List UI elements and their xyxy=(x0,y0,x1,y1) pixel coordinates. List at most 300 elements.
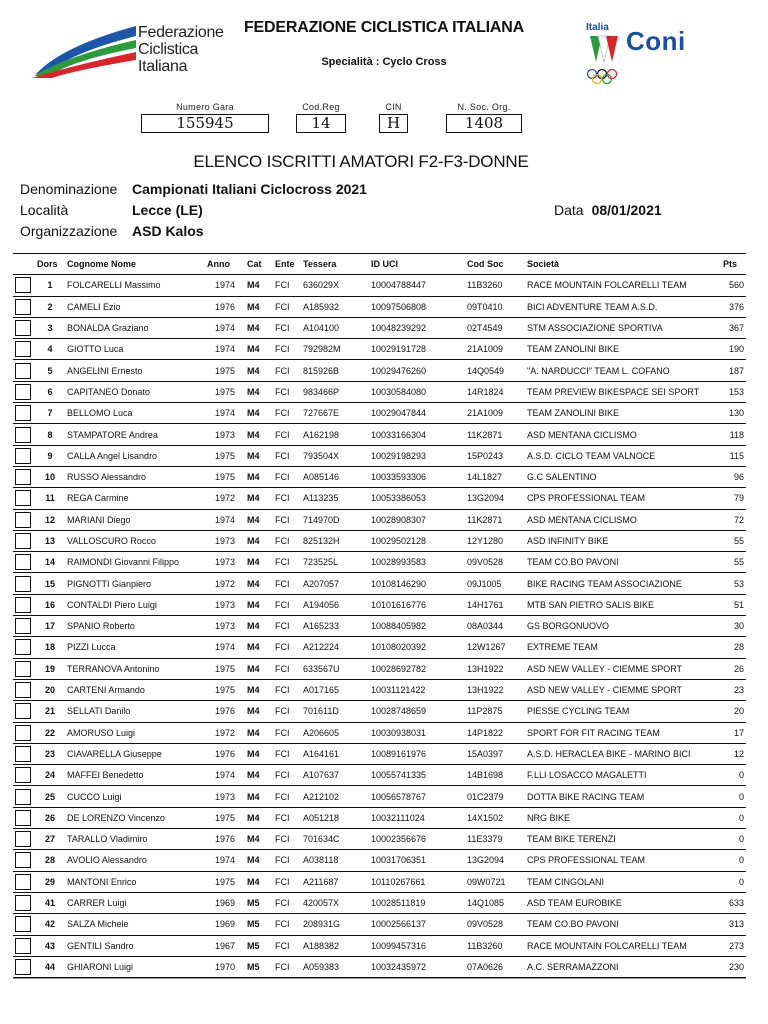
row-pts: 28 xyxy=(721,637,746,658)
row-checkbox[interactable] xyxy=(15,490,31,506)
row-dors: 26 xyxy=(35,807,65,828)
row-uci: 10056578767 xyxy=(369,786,465,807)
n-soc-org-value: 1408 xyxy=(446,114,522,133)
row-anno: 1972 xyxy=(205,488,245,509)
row-anno: 1969 xyxy=(205,892,245,913)
coni-logo-italia: Italia xyxy=(586,22,609,33)
row-checkbox[interactable] xyxy=(15,725,31,741)
row-check-cell xyxy=(13,466,35,487)
row-societa: ASD NEW VALLEY - CIEMME SPORT xyxy=(525,679,721,700)
row-anno: 1972 xyxy=(205,573,245,594)
row-societa: A.S.D. HERACLEA BIKE - MARINO BICI xyxy=(525,743,721,764)
table-row xyxy=(13,892,746,913)
row-ente: FCI xyxy=(273,339,301,360)
row-nome: MAFFEI Benedetto xyxy=(65,765,205,786)
row-dors: 14 xyxy=(35,552,65,573)
row-pts: 0 xyxy=(721,807,746,828)
specialita-label: Specialità : Cyclo Cross xyxy=(321,56,447,68)
row-nome: SALZA Michele xyxy=(65,914,205,935)
row-checkbox[interactable] xyxy=(15,895,31,911)
row-tessera: 636029X xyxy=(301,275,369,296)
row-cat: M4 xyxy=(245,466,273,487)
row-check-cell xyxy=(13,509,35,530)
row-codsoc: 14P1822 xyxy=(465,722,525,743)
row-societa: RACE MOUNTAIN FOLCARELLI TEAM xyxy=(525,275,721,296)
row-tessera: 815926B xyxy=(301,360,369,381)
row-dors: 9 xyxy=(35,445,65,466)
row-tessera: A051218 xyxy=(301,807,369,828)
row-checkbox[interactable] xyxy=(15,341,31,357)
table-row xyxy=(13,275,746,296)
row-nome: CIAVARELLA Giuseppe xyxy=(65,743,205,764)
row-ente: FCI xyxy=(273,786,301,807)
row-tessera: A164161 xyxy=(301,743,369,764)
row-dors: 3 xyxy=(35,317,65,338)
row-codsoc: 14X1502 xyxy=(465,807,525,828)
row-check-cell xyxy=(13,658,35,679)
row-tessera: 420057X xyxy=(301,892,369,913)
row-pts: 0 xyxy=(721,871,746,892)
fci-logo-line: Italiana xyxy=(138,58,188,75)
row-societa: DOTTA BIKE RACING TEAM xyxy=(525,786,721,807)
row-anno: 1975 xyxy=(205,360,245,381)
organizzazione-value: ASD Kalos xyxy=(132,223,204,239)
row-uci: 10029191728 xyxy=(369,339,465,360)
row-check-cell xyxy=(13,616,35,637)
row-uci: 10029047844 xyxy=(369,403,465,424)
row-pts: 0 xyxy=(721,786,746,807)
row-anno: 1974 xyxy=(205,403,245,424)
row-check-cell xyxy=(13,317,35,338)
row-pts: 79 xyxy=(721,488,746,509)
page-title: FEDERAZIONE CICLISTICA ITALIANA xyxy=(243,19,524,36)
row-pts: 190 xyxy=(721,339,746,360)
row-societa: STM ASSOCIAZIONE SPORTIVA xyxy=(525,317,721,338)
row-codsoc: 08A0344 xyxy=(465,616,525,637)
cin-label: CIN xyxy=(385,102,402,112)
row-cat: M4 xyxy=(245,317,273,338)
header-check xyxy=(13,254,35,275)
row-codsoc: 11E3379 xyxy=(465,829,525,850)
row-check-cell xyxy=(13,935,35,956)
row-ente: FCI xyxy=(273,637,301,658)
bottom-divider xyxy=(13,978,746,979)
row-societa: A.S.D. CICLO TEAM VALNOCE xyxy=(525,445,721,466)
row-checkbox[interactable] xyxy=(15,512,31,528)
row-dors: 5 xyxy=(35,360,65,381)
row-checkbox[interactable] xyxy=(15,384,31,400)
row-checkbox[interactable] xyxy=(15,831,31,847)
row-cat: M4 xyxy=(245,573,273,594)
row-societa: TEAM ZANOLINI BIKE xyxy=(525,339,721,360)
row-check-cell xyxy=(13,530,35,551)
row-tessera: 701611D xyxy=(301,701,369,722)
table-row xyxy=(13,679,746,700)
row-check-cell xyxy=(13,381,35,402)
row-uci: 10028993583 xyxy=(369,552,465,573)
row-tessera: A038118 xyxy=(301,850,369,871)
row-tessera: A194056 xyxy=(301,594,369,615)
row-ente: FCI xyxy=(273,594,301,615)
row-tessera: A107637 xyxy=(301,765,369,786)
header-codsoc: Cod Soc xyxy=(465,254,525,275)
row-anno: 1974 xyxy=(205,765,245,786)
row-dors: 8 xyxy=(35,424,65,445)
fci-logo-line: Federazione xyxy=(138,24,224,41)
row-pts: 53 xyxy=(721,573,746,594)
row-checkbox[interactable] xyxy=(15,576,31,592)
fci-logo-line: Ciclistica xyxy=(138,41,199,58)
row-pts: 0 xyxy=(721,765,746,786)
row-anno: 1976 xyxy=(205,829,245,850)
row-dors: 2 xyxy=(35,296,65,317)
row-dors: 1 xyxy=(35,275,65,296)
row-tessera: 793504X xyxy=(301,445,369,466)
row-nome: RUSSO Alessandro xyxy=(65,466,205,487)
row-nome: SPANIO Roberto xyxy=(65,616,205,637)
row-uci: 10108020392 xyxy=(369,637,465,658)
row-societa: NRG BIKE xyxy=(525,807,721,828)
row-checkbox[interactable] xyxy=(15,767,31,783)
row-dors: 13 xyxy=(35,530,65,551)
row-uci: 10088405982 xyxy=(369,616,465,637)
row-checkbox[interactable] xyxy=(15,682,31,698)
header-pts: Pts xyxy=(721,254,746,275)
row-dors: 12 xyxy=(35,509,65,530)
row-checkbox[interactable] xyxy=(15,363,31,379)
row-uci: 10110267661 xyxy=(369,871,465,892)
row-nome: CAMELI Ezio xyxy=(65,296,205,317)
row-checkbox[interactable] xyxy=(15,320,31,336)
row-check-cell xyxy=(13,488,35,509)
row-anno: 1974 xyxy=(205,275,245,296)
row-cat: M4 xyxy=(245,765,273,786)
table-row xyxy=(13,616,746,637)
row-checkbox[interactable] xyxy=(15,448,31,464)
row-dors: 4 xyxy=(35,339,65,360)
row-tessera: A212224 xyxy=(301,637,369,658)
row-checkbox[interactable] xyxy=(15,938,31,954)
row-anno: 1973 xyxy=(205,424,245,445)
row-pts: 376 xyxy=(721,296,746,317)
row-check-cell xyxy=(13,594,35,615)
row-codsoc: 13H1922 xyxy=(465,658,525,679)
row-check-cell xyxy=(13,701,35,722)
table-row xyxy=(13,871,746,892)
row-pts: 230 xyxy=(721,956,746,977)
row-nome: REGA Carmine xyxy=(65,488,205,509)
row-checkbox[interactable] xyxy=(15,299,31,315)
row-codsoc: 11K2871 xyxy=(465,509,525,530)
row-checkbox[interactable] xyxy=(15,639,31,655)
row-ente: FCI xyxy=(273,807,301,828)
row-societa: ASD MENTANA CICLISMO xyxy=(525,509,721,530)
row-anno: 1975 xyxy=(205,381,245,402)
row-checkbox[interactable] xyxy=(15,554,31,570)
row-checkbox[interactable] xyxy=(15,789,31,805)
row-societa: TEAM BIKE TERENZI xyxy=(525,829,721,850)
row-dors: 28 xyxy=(35,850,65,871)
numero-gara-label: Numero Gara xyxy=(176,102,234,112)
row-check-cell xyxy=(13,765,35,786)
table-row xyxy=(13,573,746,594)
header-societa: Società xyxy=(525,254,721,275)
row-codsoc: 14R1824 xyxy=(465,381,525,402)
row-dors: 21 xyxy=(35,701,65,722)
row-codsoc: 09T0410 xyxy=(465,296,525,317)
row-codsoc: 13G2094 xyxy=(465,488,525,509)
row-ente: FCI xyxy=(273,360,301,381)
row-cat: M4 xyxy=(245,339,273,360)
row-tessera: A104100 xyxy=(301,317,369,338)
row-uci: 10029476260 xyxy=(369,360,465,381)
row-uci: 10028748659 xyxy=(369,701,465,722)
localita-label: Località xyxy=(20,202,69,218)
cod-reg-box xyxy=(296,101,346,133)
row-checkbox[interactable] xyxy=(15,597,31,613)
row-societa: TEAM PREVIEW BIKESPACE SEI SPORT xyxy=(525,381,721,402)
row-check-cell xyxy=(13,360,35,381)
row-cat: M4 xyxy=(245,786,273,807)
row-dors: 22 xyxy=(35,722,65,743)
row-check-cell xyxy=(13,552,35,573)
row-nome: PIGNOTTI Gianpiero xyxy=(65,573,205,594)
table-row xyxy=(13,296,746,317)
row-societa: "A. NARDUCCI" TEAM L. COFANO xyxy=(525,360,721,381)
row-checkbox[interactable] xyxy=(15,746,31,762)
row-societa: ASD MENTANA CICLISMO xyxy=(525,424,721,445)
row-check-cell xyxy=(13,296,35,317)
row-ente: FCI xyxy=(273,892,301,913)
row-checkbox[interactable] xyxy=(15,916,31,932)
row-codsoc: 14H1761 xyxy=(465,594,525,615)
row-cat: M4 xyxy=(245,722,273,743)
row-ente: FCI xyxy=(273,871,301,892)
row-pts: 0 xyxy=(721,829,746,850)
row-pts: 72 xyxy=(721,509,746,530)
row-anno: 1974 xyxy=(205,637,245,658)
row-tessera: A206605 xyxy=(301,722,369,743)
numero-gara-value: 155945 xyxy=(141,114,269,133)
row-societa: CPS PROFESSIONAL TEAM xyxy=(525,850,721,871)
row-pts: 187 xyxy=(721,360,746,381)
row-pts: 118 xyxy=(721,424,746,445)
row-ente: FCI xyxy=(273,829,301,850)
row-anno: 1974 xyxy=(205,509,245,530)
row-ente: FCI xyxy=(273,275,301,296)
row-cat: M4 xyxy=(245,509,273,530)
row-cat: M5 xyxy=(245,892,273,913)
row-cat: M4 xyxy=(245,616,273,637)
row-nome: RAIMONDI Giovanni Filippo xyxy=(65,552,205,573)
row-codsoc: 07A0626 xyxy=(465,956,525,977)
row-pts: 51 xyxy=(721,594,746,615)
row-anno: 1976 xyxy=(205,743,245,764)
row-checkbox[interactable] xyxy=(15,810,31,826)
denominazione-line xyxy=(20,181,367,197)
row-anno: 1975 xyxy=(205,658,245,679)
row-nome: CALLA Angel Lisandro xyxy=(65,445,205,466)
row-uci: 10002566137 xyxy=(369,914,465,935)
row-tessera: A211687 xyxy=(301,871,369,892)
header-anno: Anno xyxy=(205,254,245,275)
row-check-cell xyxy=(13,573,35,594)
row-checkbox[interactable] xyxy=(15,874,31,890)
row-checkbox[interactable] xyxy=(15,469,31,485)
table-row xyxy=(13,339,746,360)
row-checkbox[interactable] xyxy=(15,959,31,975)
code-boxes xyxy=(0,101,768,135)
row-check-cell xyxy=(13,956,35,977)
row-nome: GHIARONI Luigi xyxy=(65,956,205,977)
row-dors: 10 xyxy=(35,466,65,487)
header-ente: Ente xyxy=(273,254,301,275)
row-ente: FCI xyxy=(273,658,301,679)
table-row xyxy=(13,914,746,935)
table-row xyxy=(13,829,746,850)
row-cat: M5 xyxy=(245,914,273,935)
cod-reg-value: 14 xyxy=(296,114,346,133)
row-societa: BICI ADVENTURE TEAM A.S.D. xyxy=(525,296,721,317)
row-check-cell xyxy=(13,339,35,360)
row-anno: 1973 xyxy=(205,594,245,615)
organizzazione-label: Organizzazione xyxy=(20,223,118,239)
row-codsoc: 14Q0549 xyxy=(465,360,525,381)
row-codsoc: 11B3260 xyxy=(465,275,525,296)
row-anno: 1972 xyxy=(205,722,245,743)
row-ente: FCI xyxy=(273,466,301,487)
row-dors: 6 xyxy=(35,381,65,402)
row-checkbox[interactable] xyxy=(15,618,31,634)
row-ente: FCI xyxy=(273,403,301,424)
row-cat: M5 xyxy=(245,956,273,977)
row-cat: M4 xyxy=(245,381,273,402)
row-nome: AMORUSO Luigi xyxy=(65,722,205,743)
row-cat: M4 xyxy=(245,424,273,445)
row-cat: M4 xyxy=(245,850,273,871)
row-checkbox[interactable] xyxy=(15,427,31,443)
row-checkbox[interactable] xyxy=(15,533,31,549)
row-pts: 560 xyxy=(721,275,746,296)
row-uci: 10031706351 xyxy=(369,850,465,871)
row-dors: 7 xyxy=(35,403,65,424)
row-codsoc: 14B1698 xyxy=(465,765,525,786)
row-codsoc: 13G2094 xyxy=(465,850,525,871)
row-anno: 1973 xyxy=(205,530,245,551)
table-row xyxy=(13,786,746,807)
row-tessera: A059383 xyxy=(301,956,369,977)
row-uci: 10028692782 xyxy=(369,658,465,679)
row-anno: 1973 xyxy=(205,552,245,573)
row-societa: MTB SAN PIETRO SALIS BIKE xyxy=(525,594,721,615)
row-check-cell xyxy=(13,679,35,700)
coni-logo-name: Coni xyxy=(626,26,686,56)
row-pts: 367 xyxy=(721,317,746,338)
row-pts: 12 xyxy=(721,743,746,764)
table-row xyxy=(13,552,746,573)
row-check-cell xyxy=(13,786,35,807)
row-anno: 1970 xyxy=(205,956,245,977)
n-soc-org-box xyxy=(446,101,522,133)
row-uci: 10032111024 xyxy=(369,807,465,828)
row-anno: 1969 xyxy=(205,914,245,935)
row-checkbox[interactable] xyxy=(15,405,31,421)
row-checkbox[interactable] xyxy=(15,661,31,677)
row-uci: 10002356676 xyxy=(369,829,465,850)
row-pts: 313 xyxy=(721,914,746,935)
row-ente: FCI xyxy=(273,722,301,743)
row-codsoc: 09V0528 xyxy=(465,914,525,935)
table-row xyxy=(13,658,746,679)
row-anno: 1975 xyxy=(205,679,245,700)
row-ente: FCI xyxy=(273,317,301,338)
row-anno: 1975 xyxy=(205,871,245,892)
row-codsoc: 11P2875 xyxy=(465,701,525,722)
row-uci: 10108146290 xyxy=(369,573,465,594)
header-tessera: Tessera xyxy=(301,254,369,275)
row-nome: ANGELINI Ernesto xyxy=(65,360,205,381)
row-checkbox[interactable] xyxy=(15,277,31,293)
row-codsoc: 01C2379 xyxy=(465,786,525,807)
row-ente: FCI xyxy=(273,381,301,402)
row-nome: TARALLO Vladimiro xyxy=(65,829,205,850)
row-societa: GS BORGONUOVO xyxy=(525,616,721,637)
row-check-cell xyxy=(13,424,35,445)
row-nome: GIOTTO Luca xyxy=(65,339,205,360)
row-societa: RACE MOUNTAIN FOLCARELLI TEAM xyxy=(525,935,721,956)
row-anno: 1973 xyxy=(205,616,245,637)
row-uci: 10029502128 xyxy=(369,530,465,551)
row-societa: CPS PROFESSIONAL TEAM xyxy=(525,488,721,509)
row-codsoc: 14L1827 xyxy=(465,466,525,487)
row-societa: G.C SALENTINO xyxy=(525,466,721,487)
row-uci: 10033593306 xyxy=(369,466,465,487)
row-tessera: 792982M xyxy=(301,339,369,360)
row-ente: FCI xyxy=(273,616,301,637)
row-dors: 23 xyxy=(35,743,65,764)
row-cat: M4 xyxy=(245,360,273,381)
row-societa: F.LLI LOSACCO MAGALETTI xyxy=(525,765,721,786)
row-tessera: 701634C xyxy=(301,829,369,850)
header-cat: Cat xyxy=(245,254,273,275)
row-nome: DE LORENZO Vincenzo xyxy=(65,807,205,828)
row-anno: 1967 xyxy=(205,935,245,956)
row-uci: 10089161976 xyxy=(369,743,465,764)
row-uci: 10048239292 xyxy=(369,317,465,338)
table-row xyxy=(13,743,746,764)
row-nome: BONALDA Graziano xyxy=(65,317,205,338)
row-societa: TEAM ZANOLINI BIKE xyxy=(525,403,721,424)
row-tessera: 208931G xyxy=(301,914,369,935)
list-title: ELENCO ISCRITTI AMATORI F2-F3-DONNE xyxy=(193,152,529,171)
row-nome: MARIANI Diego xyxy=(65,509,205,530)
row-check-cell xyxy=(13,403,35,424)
row-check-cell xyxy=(13,445,35,466)
row-checkbox[interactable] xyxy=(15,852,31,868)
row-nome: CARRER Luigi xyxy=(65,892,205,913)
row-ente: FCI xyxy=(273,552,301,573)
row-checkbox[interactable] xyxy=(15,703,31,719)
row-dors: 16 xyxy=(35,594,65,615)
row-codsoc: 15P0243 xyxy=(465,445,525,466)
denominazione-value: Campionati Italiani Ciclocross 2021 xyxy=(132,181,367,197)
row-tessera: A185932 xyxy=(301,296,369,317)
row-cat: M4 xyxy=(245,403,273,424)
table-header-row xyxy=(13,254,746,275)
coni-logo xyxy=(584,22,694,84)
row-check-cell xyxy=(13,871,35,892)
row-pts: 0 xyxy=(721,850,746,871)
